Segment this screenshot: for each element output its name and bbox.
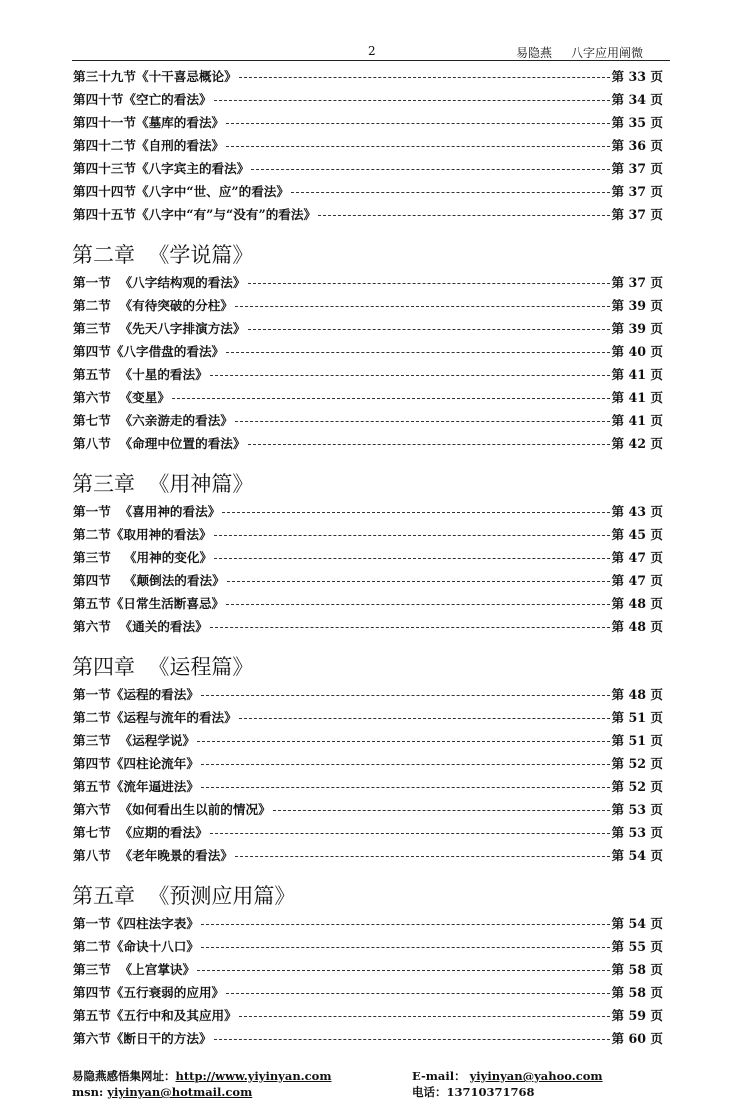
toc-entry[interactable] (73, 545, 663, 568)
toc-entry-title: 第七节 《六亲游走的看法》 (73, 413, 233, 428)
toc-entry-page: 第 34 页 (611, 92, 663, 107)
dot-leader (210, 833, 610, 834)
dot-leader (214, 535, 610, 536)
toc-entry-page: 第 59 页 (611, 1008, 663, 1023)
toc-entry[interactable] (73, 522, 663, 545)
dot-leader (239, 718, 610, 719)
dot-leader (226, 123, 609, 124)
toc-entry-title: 第四节《五行衰弱的应用》 (73, 985, 225, 1000)
toc-entry-title: 第五节《五行中和及其应用》 (73, 1008, 237, 1023)
toc-entry[interactable] (73, 179, 663, 202)
toc-entry-page: 第 54 页 (611, 916, 663, 931)
dot-leader (214, 100, 610, 101)
toc-entry-title: 第五节《流年逼进法》 (73, 779, 199, 794)
toc-entry-page: 第 51 页 (611, 733, 663, 748)
toc-entry-title: 第五节《日常生活断喜忌》 (73, 596, 225, 611)
dot-leader (210, 627, 610, 628)
chapter-heading: 第三章 《用神篇》 (72, 472, 254, 496)
toc-entry[interactable] (73, 431, 663, 454)
dot-leader (210, 375, 610, 376)
toc-entry-page: 第 52 页 (611, 779, 663, 794)
toc-entry-title: 第三节 《先天八字排演方法》 (73, 321, 246, 336)
dot-leader (318, 215, 609, 216)
toc-entry-page: 第 40 页 (611, 344, 663, 359)
toc-entry-title: 第三节 《运程学说》 (73, 733, 196, 748)
chapter-heading: 第二章 《学说篇》 (72, 243, 254, 267)
toc-entry-title: 第六节《断日干的方法》 (73, 1031, 212, 1046)
toc-entry-page: 第 60 页 (611, 1031, 663, 1046)
toc-entry[interactable] (73, 202, 663, 225)
toc-entry[interactable] (73, 1026, 663, 1049)
toc-entry-title: 第四十四节《八字中“世、应”的看法》 (73, 184, 289, 199)
toc-entry-title: 第一节《四柱法字表》 (73, 916, 199, 931)
toc-entry[interactable] (73, 568, 663, 591)
toc-entry[interactable] (73, 980, 663, 1003)
toc-entry[interactable] (73, 270, 663, 293)
dot-leader (235, 421, 610, 422)
toc-entry[interactable] (73, 110, 663, 133)
dot-leader (273, 810, 610, 811)
toc-entry[interactable] (73, 293, 663, 316)
footer-email (412, 1068, 603, 1084)
footer-site (72, 1068, 332, 1084)
toc-entry-page: 第 48 页 (611, 619, 663, 634)
toc-entry-page: 第 39 页 (611, 321, 663, 336)
toc-entry[interactable] (73, 64, 663, 87)
toc-entry[interactable] (73, 1003, 663, 1026)
toc-entry[interactable] (73, 957, 663, 980)
header-book-title: 八字应用阐微 (571, 46, 644, 60)
dot-leader (201, 787, 610, 788)
toc-entry-page: 第 41 页 (611, 367, 663, 382)
toc-entry[interactable] (73, 751, 663, 774)
toc-entry-page: 第 48 页 (611, 596, 663, 611)
toc-entry[interactable] (73, 499, 663, 522)
toc-entry-page: 第 42 页 (611, 436, 663, 451)
toc-entry-page: 第 37 页 (611, 184, 663, 199)
toc-entry[interactable] (73, 820, 663, 843)
toc-entry-title: 第四节 《颠倒法的看法》 (73, 573, 225, 588)
toc-entry[interactable] (73, 339, 663, 362)
dot-leader (201, 947, 610, 948)
toc-entry-title: 第六节 《变星》 (73, 390, 170, 405)
page-number: 2 (368, 44, 376, 58)
toc-entry-title: 第二节 《有待突破的分柱》 (73, 298, 233, 313)
toc-entry-page: 第 53 页 (611, 802, 663, 817)
toc-entry-title: 第一节《运程的看法》 (73, 687, 199, 702)
dot-leader (235, 856, 610, 857)
toc-entry-title: 第六节 《如何看出生以前的情况》 (73, 802, 271, 817)
dot-leader (172, 398, 610, 399)
toc-entry-page: 第 51 页 (611, 710, 663, 725)
toc-entry[interactable] (73, 682, 663, 705)
toc-entry-title: 第三节 《用神的变化》 (73, 550, 213, 565)
toc-entry-title: 第二节《取用神的看法》 (73, 527, 212, 542)
page-footer (72, 1068, 672, 1100)
dot-leader (248, 329, 610, 330)
chapter-heading: 第五章 《预测应用篇》 (72, 884, 296, 908)
toc-entry[interactable] (73, 911, 663, 934)
toc-entry[interactable] (73, 797, 663, 820)
toc-entry-title: 第二节《命诀十八口》 (73, 939, 199, 954)
footer-phone-label: 电话： (412, 1085, 447, 1099)
toc-entry-page: 第 52 页 (611, 756, 663, 771)
dot-leader (197, 970, 609, 971)
toc-entry-title: 第三十九节《十干喜忌概论》 (73, 69, 237, 84)
chapter-heading: 第四章 《运程篇》 (72, 655, 254, 679)
dot-leader (222, 512, 609, 513)
toc-entry-page: 第 33 页 (611, 69, 663, 84)
toc-entry[interactable] (73, 774, 663, 797)
dot-leader (251, 169, 609, 170)
toc-entry-page: 第 39 页 (611, 298, 663, 313)
toc-entry[interactable] (73, 408, 663, 431)
toc-entry-title: 第七节 《应期的看法》 (73, 825, 208, 840)
page-header (72, 44, 670, 61)
toc-entry-title: 第三节 《上宫掌诀》 (73, 962, 196, 977)
toc-entry-title: 第四十一节《墓库的看法》 (73, 115, 225, 130)
dot-leader (291, 192, 610, 193)
toc-entry[interactable] (73, 362, 663, 385)
dot-leader (239, 1016, 610, 1017)
footer-site-label: 易隐燕感悟集网址： (72, 1069, 176, 1083)
toc-entry-title: 第四十三节《八字宾主的看法》 (73, 161, 250, 176)
toc-entry[interactable] (73, 728, 663, 751)
footer-msn-link[interactable]: yiyinyan@hotmail.com (107, 1085, 253, 1099)
toc-entry-page: 第 53 页 (611, 825, 663, 840)
dot-leader (226, 146, 609, 147)
dot-leader (248, 444, 610, 445)
dot-leader (226, 604, 609, 605)
footer-site-link[interactable]: http://www.yiyinyan.com (175, 1069, 332, 1083)
dot-leader (201, 764, 610, 765)
toc-entry-page: 第 58 页 (611, 985, 663, 1000)
footer-phone-number: 13710371768 (446, 1085, 535, 1099)
toc-entry-title: 第六节 《通关的看法》 (73, 619, 208, 634)
toc-entry-title: 第四节《八字借盘的看法》 (73, 344, 225, 359)
toc-entry-page: 第 54 页 (611, 848, 663, 863)
footer-email-link[interactable]: yiyinyan@yahoo.com (469, 1069, 603, 1083)
dot-leader (201, 924, 610, 925)
toc-entry-page: 第 58 页 (611, 962, 663, 977)
toc-entry-title: 第四节《四柱论流年》 (73, 756, 199, 771)
dot-leader (201, 695, 610, 696)
dot-leader (239, 77, 610, 78)
toc-entry-title: 第一节 《喜用神的看法》 (73, 504, 221, 519)
toc-entry-title: 第五节 《十星的看法》 (73, 367, 208, 382)
toc-entry[interactable] (73, 385, 663, 408)
toc-entry-page: 第 36 页 (611, 138, 663, 153)
toc-entry-title: 第八节 《老年晚景的看法》 (73, 848, 233, 863)
toc-entry-page: 第 47 页 (611, 573, 663, 588)
toc-entry[interactable] (73, 705, 663, 728)
dot-leader (214, 1039, 610, 1040)
dot-leader (248, 283, 610, 284)
toc-entry[interactable] (73, 614, 663, 637)
toc-entry-page: 第 41 页 (611, 390, 663, 405)
footer-email-label: E-mail： (412, 1069, 466, 1083)
dot-leader (226, 993, 609, 994)
toc-entry-title: 第四十五节《八字中“有”与“没有”的看法》 (73, 207, 317, 222)
toc-entry-title: 第二节《运程与流年的看法》 (73, 710, 237, 725)
dot-leader (235, 306, 610, 307)
toc-entry-page: 第 55 页 (611, 939, 663, 954)
toc-entry[interactable] (73, 843, 663, 866)
dot-leader (227, 581, 610, 582)
footer-msn (72, 1084, 252, 1100)
toc-entry-page: 第 48 页 (611, 687, 663, 702)
toc-entry-page: 第 37 页 (611, 275, 663, 290)
footer-phone (412, 1084, 535, 1100)
toc-entry[interactable] (73, 133, 663, 156)
dot-leader (226, 352, 609, 353)
toc-entry-title: 第八节 《命理中位置的看法》 (73, 436, 246, 451)
table-of-contents (73, 64, 663, 1049)
footer-msn-label: msn: (72, 1085, 104, 1099)
toc-entry-page: 第 35 页 (611, 115, 663, 130)
toc-entry-page: 第 41 页 (611, 413, 663, 428)
toc-entry-page: 第 47 页 (611, 550, 663, 565)
toc-entry-title: 第一节 《八字结构观的看法》 (73, 275, 246, 290)
dot-leader (197, 741, 609, 742)
toc-entry-title: 第四十二节《自刑的看法》 (73, 138, 225, 153)
toc-entry-page: 第 43 页 (611, 504, 663, 519)
toc-entry-page: 第 37 页 (611, 161, 663, 176)
toc-entry-page: 第 37 页 (611, 207, 663, 222)
toc-entry[interactable] (73, 316, 663, 339)
toc-entry[interactable] (73, 591, 663, 614)
toc-entry[interactable] (73, 934, 663, 957)
toc-entry[interactable] (73, 87, 663, 110)
toc-entry-page: 第 45 页 (611, 527, 663, 542)
toc-entry[interactable] (73, 156, 663, 179)
header-author: 易隐燕 (516, 46, 553, 60)
dot-leader (214, 558, 609, 559)
toc-entry-title: 第四十节《空亡的看法》 (73, 92, 212, 107)
